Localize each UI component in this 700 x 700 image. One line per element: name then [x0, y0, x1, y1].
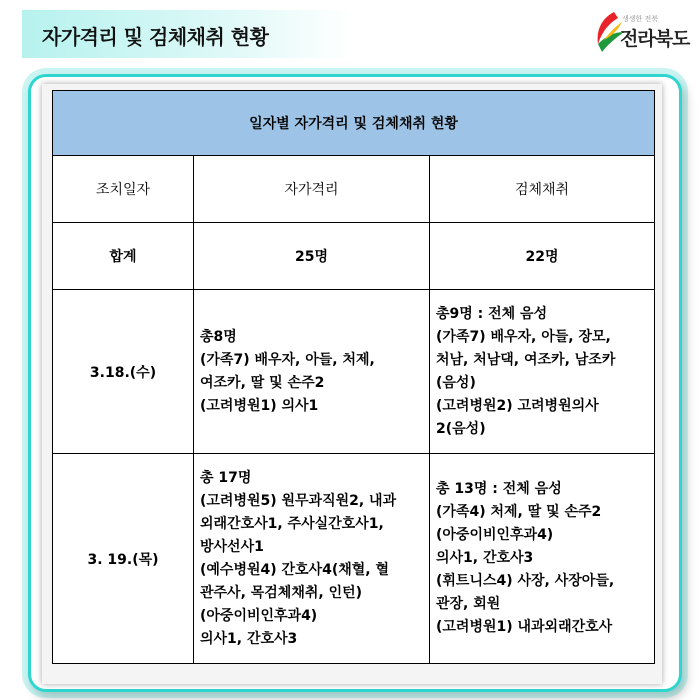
detail-line: 2(음성) [436, 420, 486, 437]
row-date: 3. 19.(목) [53, 454, 194, 664]
detail-line: (가족4) 처제, 딸 및 손주2 [436, 504, 602, 520]
table-row [53, 454, 655, 664]
detail-line: (고려병원2) 고려병원의사 [436, 397, 599, 414]
table-total-row [53, 223, 655, 290]
detail-line: 의사1, 간호사3 [200, 630, 298, 647]
row-date: 3.18.(수) [53, 290, 194, 454]
detail-line: (가족7) 배우자, 아들, 처제, [200, 351, 375, 368]
detail-line: (고려병원1) 의사1 [200, 397, 319, 414]
total-quarantine: 25명 [194, 223, 430, 290]
detail-line: 의사1, 간호사3 [436, 550, 534, 566]
detail-line: (아중이비인후과4) [436, 527, 554, 543]
logo-slogan: 생생한 전북 [622, 15, 659, 23]
total-label: 합계 [53, 223, 194, 290]
detail-line: 관주사, 목검체채취, 인턴) [200, 584, 363, 601]
detail-line: (음성) [436, 374, 476, 391]
detail-line: (고려병원1) 내과외래간호사 [436, 619, 613, 635]
detail-line: (가족7) 배우자, 아들, 장모, [436, 328, 611, 345]
total-testing: 22명 [430, 223, 655, 290]
detail-line: 총8명 [200, 328, 237, 345]
detail-line: 관장, 회원 [436, 596, 501, 612]
detail-line: (예수병원4) 간호사4(채혈, 혈 [200, 561, 389, 578]
detail-line: 총9명 : 전체 음성 [436, 305, 548, 322]
detail-line: (아중이비인후과4) [200, 607, 318, 624]
page-title: 자가격리 및 검체채취 현황 [42, 25, 269, 49]
row-quarantine-detail [194, 290, 430, 454]
detail-line: 외래간호사1, 주사실간호사1, [200, 515, 384, 532]
jeonbuk-logo [592, 10, 692, 54]
detail-line: 방사선사1 [200, 538, 264, 555]
header-date: 조치일자 [53, 156, 194, 223]
logo-text: 전라북도 [620, 28, 690, 50]
table-caption: 일자별 자가격리 및 검체채취 현황 [53, 91, 655, 156]
detail-line: (고려병원5) 원무과직원2, 내과 [200, 492, 397, 509]
table-header-row [53, 156, 655, 223]
row-testing-detail [430, 454, 655, 664]
detail-line: 처남, 처남댁, 여조카, 남조카 [436, 351, 616, 368]
title-banner [22, 10, 352, 58]
header [0, 0, 700, 70]
detail-line: 총 13명 : 전체 음성 [436, 481, 562, 497]
row-quarantine-detail [194, 454, 430, 664]
table-row [53, 290, 655, 454]
table-caption-row [53, 91, 655, 156]
detail-line: 여조카, 딸 및 손주2 [200, 374, 325, 391]
detail-line: (휘트니스4) 사장, 사장아들, [436, 573, 615, 589]
row-testing-detail [430, 290, 655, 454]
header-quarantine: 자가격리 [194, 156, 430, 223]
status-table [52, 90, 655, 664]
detail-line: 총 17명 [200, 469, 252, 486]
header-testing: 검체채취 [430, 156, 655, 223]
